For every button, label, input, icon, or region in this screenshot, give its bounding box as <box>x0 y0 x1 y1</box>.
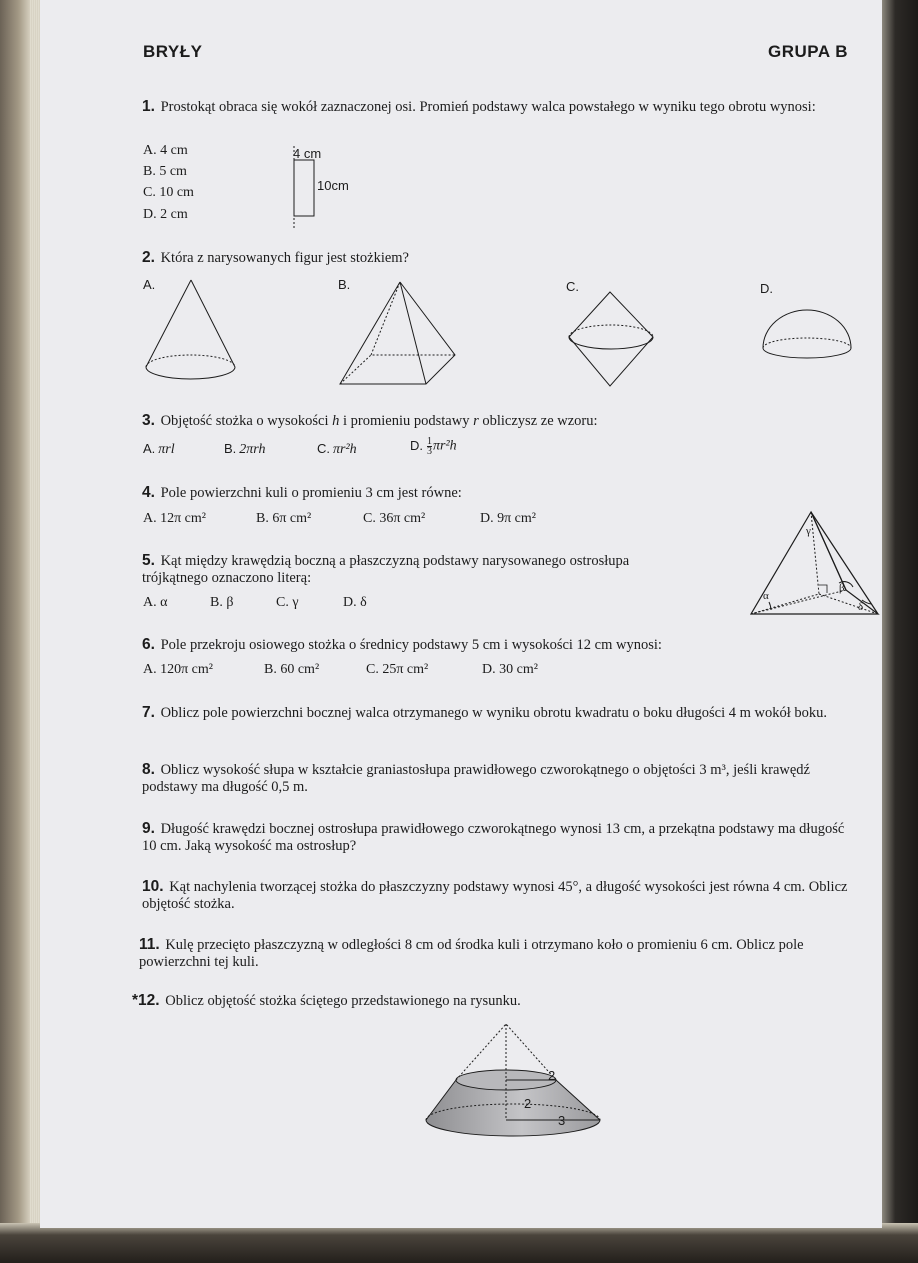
question-text: Kąt nachylenia tworzącej stożka do płaszczyzny podstawy wynosi 45°, a długość wysokości jest równa 4 cm. Oblicz objętość stożka. <box>142 879 848 912</box>
scan-bottom-margin <box>0 1223 918 1263</box>
q3-option-b: B. 2πrh <box>224 441 266 457</box>
angle-beta-label: β <box>839 582 845 594</box>
angle-alpha-label: α <box>763 590 769 602</box>
page-title: BRYŁY <box>143 42 203 61</box>
question-number: 7. <box>142 704 155 721</box>
q6-option-b: B. 60 cm² <box>264 662 320 677</box>
question-10 <box>142 878 852 913</box>
question-text-part: Objętość stożka o wysokości <box>160 413 333 429</box>
question-text: Która z narysowanych figur jest stożkiem? <box>160 250 409 266</box>
question-text-part: obliczysz ze wzoru: <box>478 413 598 429</box>
question-number: 4. <box>142 484 155 501</box>
fraction-one-third: $\frac{1}{3}$ <box>427 436 432 457</box>
question-9 <box>142 820 852 855</box>
q6-option-c: C. 25π cm² <box>366 662 429 677</box>
top-radius-label: 2 <box>548 1068 556 1083</box>
group-label: GRUPA B <box>768 42 848 61</box>
question-text: Oblicz pole powierzchni bocznej walca otrzymanego w wyniku obrotu kwadratu o boku długości 4 m wokół boku. <box>160 705 827 721</box>
q5-option-a: A. α <box>143 595 168 610</box>
figure-b-label: B. <box>338 277 351 292</box>
question-6 <box>142 636 852 654</box>
variable-h: h <box>332 413 340 429</box>
q6-option-a: A. 120π cm² <box>143 662 213 677</box>
question-number: 8. <box>142 761 155 778</box>
angle-gamma-label: γ <box>806 525 811 537</box>
question-number: 6. <box>142 636 155 653</box>
question-11 <box>139 936 849 971</box>
question-number: *12. <box>132 992 160 1009</box>
hemisphere-figure <box>761 308 853 368</box>
question-number: 10. <box>142 878 164 895</box>
question-text: Kulę przecięto płaszczyzną w odległości 8 cm od środka kuli i otrzymano koło o promieniu 6 cm. Oblicz pole powierzchni tej kuli. <box>139 937 804 970</box>
q4-option-c: C. 36π cm² <box>363 511 426 526</box>
q3-option-a: A. πrl <box>143 441 175 457</box>
figure-c-label: C. <box>566 279 579 294</box>
question-text: Oblicz objętość stożka ściętego przedstawionego na rysunku. <box>165 993 521 1009</box>
question-2 <box>142 249 852 267</box>
q5-option-b: B. β <box>210 595 234 610</box>
double-cone-figure <box>567 292 657 390</box>
scan-right-margin <box>880 0 918 1263</box>
question-4 <box>142 484 852 502</box>
question-5 <box>142 552 682 587</box>
q1-option-a: A. 4 cm <box>143 143 188 158</box>
q5-option-c: C. γ <box>276 595 299 610</box>
angle-delta-label: δ <box>858 601 864 613</box>
q4-option-d: D. 9π cm² <box>480 511 536 526</box>
question-text: Pole przekroju osiowego stożka o średnicy podstawy 5 cm i wysokości 12 cm wynosi: <box>160 637 662 653</box>
q1-option-d: D. 2 cm <box>143 207 188 222</box>
question-number: 3. <box>142 412 155 429</box>
q1-option-c: C. 10 cm <box>143 185 194 200</box>
question-text: Oblicz wysokość słupa w kształcie graniastosłupa prawidłowego czworokątnego o objętości 3 m³, jeśli krawędź podstawy ma długość 0,5 m. <box>142 762 810 795</box>
question-number: 5. <box>142 552 155 569</box>
question-text: Pole powierzchni kuli o promieniu 3 cm jest równe: <box>160 485 462 501</box>
question-number: 1. <box>142 98 155 115</box>
figure-d-label: D. <box>760 281 773 296</box>
question-text: Długość krawędzi bocznej ostrosłupa prawidłowego czworokątnego wynosi 13 cm, a przekątna podstawy ma długość 10 cm. Jaką wysokość ma ostrosłup? <box>142 821 845 854</box>
variable-r: r <box>473 413 479 429</box>
truncated-cone-figure <box>424 1024 604 1144</box>
figure-a-label: A. <box>143 277 156 292</box>
question-text: Prostokąt obraca się wokół zaznaczonej osi. Promień podstawy walca powstałego w wyniku tego obrotu wynosi: <box>160 99 816 115</box>
bottom-radius-label: 3 <box>558 1113 566 1128</box>
figure-height-label: 10cm <box>317 178 349 193</box>
q4-option-b: B. 6π cm² <box>256 511 312 526</box>
scan-left-margin <box>0 0 34 1263</box>
pyramid-figure <box>338 280 460 388</box>
question-1 <box>142 98 852 116</box>
height-label: 2 <box>524 1096 532 1111</box>
question-number: 9. <box>142 820 155 837</box>
question-7 <box>142 704 852 722</box>
question-number: 2. <box>142 249 155 266</box>
question-text-part: i promieniu podstawy <box>339 413 474 429</box>
question-12 <box>132 992 842 1010</box>
figure-width-label: 4 cm <box>293 146 322 161</box>
question-3 <box>142 412 852 430</box>
question-number: 11. <box>139 936 160 953</box>
q5-option-d: D. δ <box>343 595 367 610</box>
worksheet-page <box>40 0 882 1228</box>
question-8 <box>142 761 852 796</box>
q1-option-b: B. 5 cm <box>143 164 187 179</box>
cone-figure <box>144 280 244 390</box>
q3-option-d: D. $\frac{1}{3}$ πr²h <box>410 436 457 457</box>
question-text: Kąt między krawędzią boczną a płaszczyzną podstawy narysowanego ostrosłupa trójkątnego oznaczono literą: <box>142 553 630 586</box>
q3-option-c: C. πr²h <box>317 441 357 457</box>
q6-option-d: D. 30 cm² <box>482 662 538 677</box>
q4-option-a: A. 12π cm² <box>143 511 206 526</box>
